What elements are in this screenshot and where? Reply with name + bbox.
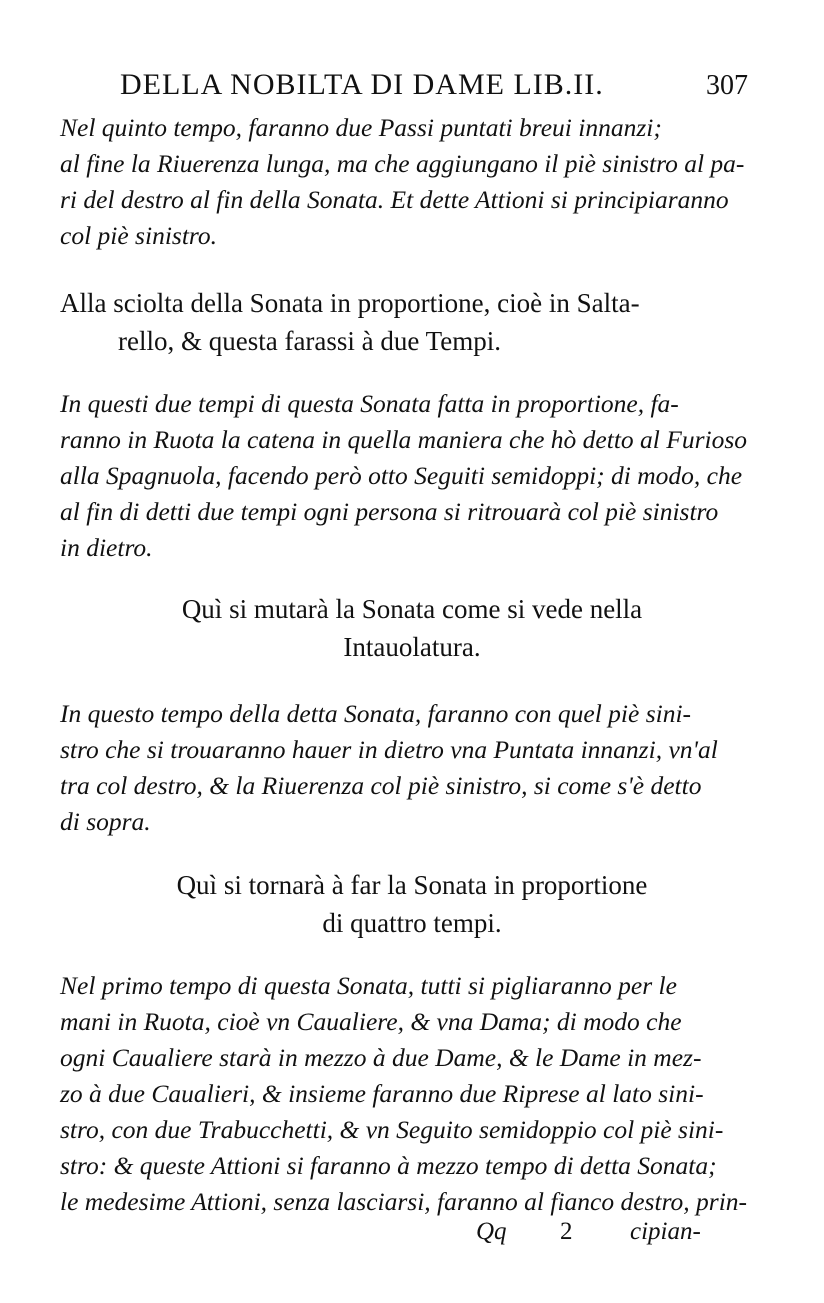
text-line: ogni Caualiere starà in mezzo à due Dame, & le Dame in mez-	[60, 1043, 702, 1072]
text-line: stro che si trouaranno hauer in dietro vna Puntata innanzi, vn'al	[60, 735, 718, 764]
text-line: alla Spagnuola, facendo però otto Seguiti semidoppi; di modo, che	[60, 461, 743, 490]
signature-number: 2	[560, 1218, 573, 1245]
paragraph-quinto-tempo	[60, 110, 744, 254]
text-line: in dietro.	[60, 533, 153, 562]
text-line: ranno in Ruota la catena in quella maniera che hò detto al Furioso	[60, 425, 748, 454]
signature-mark: Qq	[476, 1218, 507, 1245]
text-line: le medesime Attioni, senza lasciarsi, faranno al fianco destro, prin-	[60, 1187, 748, 1216]
page-footer	[0, 1218, 824, 1254]
running-head-title: DELLA NOBILTA DI DAME LIB.II.	[120, 68, 604, 101]
text-line: stro: & queste Attioni si faranno à mezzo tempo di detta Sonata;	[60, 1151, 717, 1180]
text-line: zo à due Caualieri, & insieme faranno due Riprese al lato sini-	[60, 1079, 704, 1108]
text-line: Nel quinto tempo, faranno due Passi puntati breui innanzi;	[60, 113, 662, 142]
text-line: Nel primo tempo di questa Sonata, tutti si pigliaranno per le	[60, 971, 677, 1000]
text-line: di sopra.	[60, 807, 151, 836]
heading-line: di quattro tempi.	[322, 908, 502, 938]
text-line: ri del destro al fin della Sonata. Et dette Attioni si principiaranno	[60, 185, 729, 214]
heading-line: Intauolatura.	[343, 632, 481, 662]
heading-line: Quì si mutarà la Sonata come si vede nella	[181, 594, 643, 624]
paragraph-questo-tempo	[60, 696, 718, 840]
text-line: tra col destro, & la Riuerenza col piè sinistro, si come s'è detto	[60, 771, 702, 800]
text-line: mani in Ruota, cioè vn Caualiere, & vna Dama; di modo che	[60, 1007, 682, 1036]
text-line: al fine la Riuerenza lunga, ma che aggiungano il piè sinistro al pa-	[60, 149, 745, 178]
heading-line: Quì si tornarà à far la Sonata in proportione	[176, 870, 648, 900]
section-heading-saltarello	[60, 284, 640, 360]
text-line: In questi due tempi di questa Sonata fatta in proportione, fa-	[60, 389, 679, 418]
paragraph-primo-tempo	[60, 968, 747, 1220]
section-heading-tornara	[60, 866, 764, 942]
text-line: al fin di detti due tempi ogni persona si ritrouarà col piè sinistro	[60, 497, 719, 526]
running-head	[0, 68, 824, 108]
page-number: 307	[706, 70, 748, 101]
heading-line: rello, & questa farassi à due Tempi.	[118, 326, 501, 356]
section-heading-mutara	[60, 590, 764, 666]
text-line: col piè sinistro.	[60, 221, 218, 250]
text-line: stro, con due Trabucchetti, & vn Seguito semidoppio col piè sini-	[60, 1115, 724, 1144]
catchword: cipian-	[630, 1218, 701, 1245]
paragraph-due-tempi	[60, 386, 747, 566]
heading-line: Alla sciolta della Sonata in proportione, cioè in Salta-	[60, 288, 640, 318]
text-line: In questo tempo della detta Sonata, faranno con quel piè sini-	[60, 699, 692, 728]
